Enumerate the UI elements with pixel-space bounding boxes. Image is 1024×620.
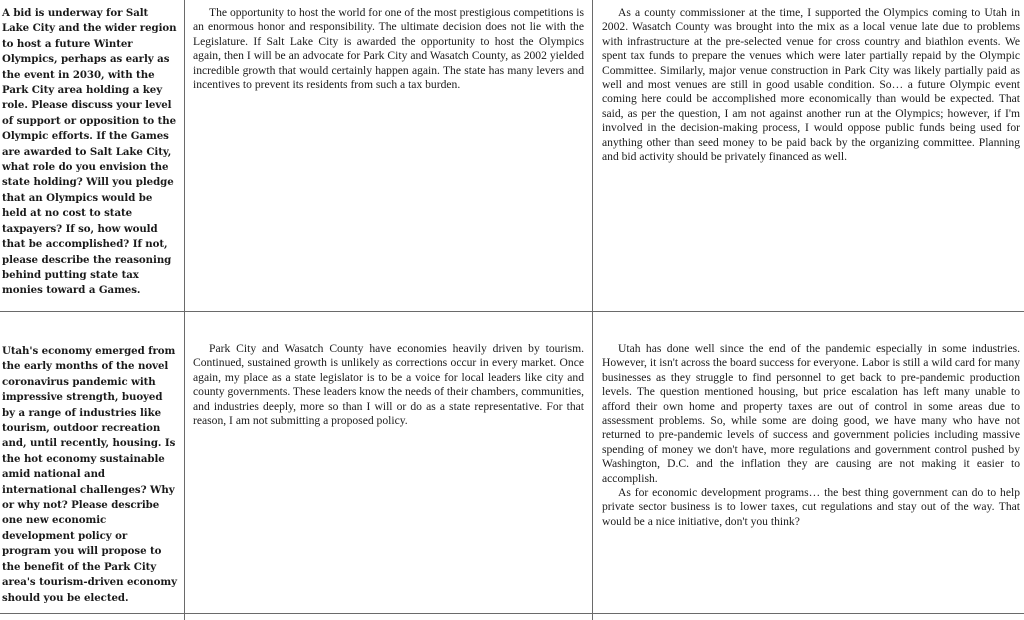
answer-paragraph: The opportunity to host the world for one of the most prestigious competitions is an enormous honor and responsibility. The ultimate decision does not lie with the Legislature. If Salt Lake City is awarded the opportunity to host the Olympics again, then I will be an advocate for Park City and Wasatch County, as 2002 yielded incredible growth that would certainly happen again. The state has many levers and incentives to prevent its residents from such a tax burden. [193, 6, 584, 92]
candidate-a-answer-cell [185, 312, 593, 613]
question-text: A bid is underway for Salt Lake City and the wider region to host a future Winter Olympics, perhaps as early as the event in 2030, with the Park City area holding a key role. Please discuss your level of support or opposition to the Olympic efforts. If the Games are awarded to Salt Lake City, what role do you envision the state holding? Will you pledge that an Olympics would be held at no cost to state taxpayers? If so, how would that be accomplished? If not, please describe the reasoning behind putting state tax monies toward a Games. [2, 7, 177, 297]
answer-paragraph: Utah has done well since the end of the pandemic especially in some industries. However, it isn't across the board success for everyone. Labor is still a wild card for many businesses as they struggle to find personnel to get back to pre-pandemic production levels. The question mentioned housing, but price escalation has left many unable to afford their own home and property taxes are out of control in some areas due to assessment problems. So, while some are doing good, we have many who have not returned to pre-pandemic levels of success and government policies including massive spending of money we don't have, more regulations and government control pushed by Washington, D.C. and the inflation they are causing are not making it easier to accomplish. [602, 342, 1020, 485]
answer-paragraph: Park City and Wasatch County have economies heavily driven by tourism. Continued, sustained growth is unlikely as corrections occur in every market. Once again, my place as a state legislator is to be a voice for local leaders like city and county governments. These leaders know the needs of their chambers, communities, and industries deeply, more so than I will or do as a state representative. For that reason, I am not submitting a proposed policy. [193, 342, 584, 428]
candidate-b-answer-cell [593, 614, 1024, 620]
question-cell [0, 614, 185, 620]
candidate-b-answer-cell [593, 0, 1024, 311]
candidate-a-answer-cell [185, 0, 593, 311]
question-text: Utah's economy emerged from the early months of the novel coronavirus pandemic with impressive strength, buoyed by a range of industries like tourism, outdoor recreation and, until recently, housing. Is the hot economy sustainable amid national and international challenges? Why or why not? Please describe one new economic development policy or program you will propose to the benefit of the Park City area's tourism-driven economy should you be elected. [2, 345, 177, 604]
question-cell [0, 312, 185, 613]
table-row [0, 312, 1024, 614]
candidate-b-answer-cell [593, 312, 1024, 613]
candidate-a-answer-cell [185, 614, 593, 620]
answer-paragraph: As a county commissioner at the time, I supported the Olympics coming to Utah in 2002. Wasatch County was brought into the mix as a local venue late due to problems with infrastructure at the pre-selected venue for cross country and biathlon events. We spent tax funds to prepare the venues which were later partially repaid by the Olympic Committee. Similarly, major venue construction in Park City was likely partially paid as well and most venues are still in good usable condition. So… a future Olympic event coming here could be accomplished more economically than would be expected. That said, as per the question, I am not against another run at the Olympics; however, if I'm involved in the decision-making process, I would oppose public funds being used for anything other than seed money to be paid back by the organizing committee. Planning and bid activity should be privately financed as well. [602, 6, 1020, 164]
question-cell [0, 0, 185, 311]
answer-paragraph: As for economic development programs… the best thing government can do to help private sector business is to lower taxes, cut regulations and stay out of the way. That would be a nice initiative, don't you think? [602, 486, 1020, 528]
